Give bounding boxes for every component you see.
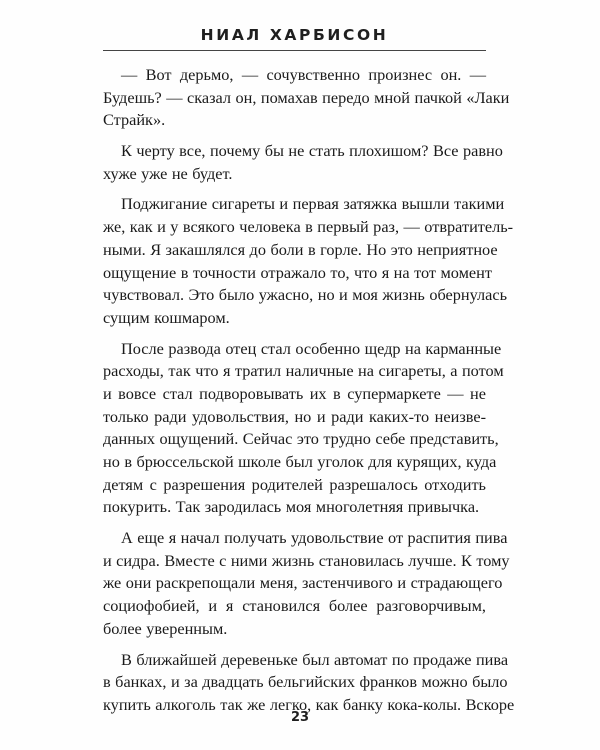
header-rule [103,50,486,51]
paragraph [103,527,510,640]
text-line: — Вот дерьмо, — сочувственно произнес он. — [121,65,486,84]
text-line: же, как и у всякого человека в первый раз, — отвратитель- [103,217,514,237]
paragraph [103,64,510,132]
text-line: ощущение в точности отражало то, что я на тот момент [103,262,492,282]
text-line: хуже уже не будет. [103,163,233,183]
text-line: К черту все, почему бы не стать плохишом? Все равно [121,141,503,161]
text-line: В ближайшей деревеньке был автомат по продаже пива [121,649,509,669]
text-line: Будешь? — сказал он, помахав передо мной пачкой «Лаки [103,87,510,107]
text-line: купить алкоголь так же легко, как банку кока-колы. Вскоре [103,694,515,714]
text-line: детям с разрешения родителей разрешалось отходить [103,474,486,494]
text-line: Поджигание сигареты и первая затяжка вышли такими [121,194,505,214]
text-line: но в брюссельской школе был уголок для курящих, куда [103,452,497,471]
text-line: данных ощущений. Сейчас это трудно себе представить, [103,429,499,449]
text-line: расходы, так что я тратил наличные на сигареты, а потом [103,361,504,381]
text-line: Страйк». [103,110,166,130]
text-line: и сидра. Вместе с ними жизнь становилась лучше. К тому [103,550,510,570]
running-head-title: НИАЛ ХАРБИСОН [200,26,389,44]
paragraph [103,338,504,520]
text-line: в банках, и за двадцать бельгийских франков можно было [103,672,508,692]
text-line: социофобией, и я становился более разговорчивым, [103,596,486,616]
paragraph [103,193,514,329]
paragraph [103,140,503,185]
text-line: А еще я начал получать удовольствие от распития пива [121,528,508,548]
page-number: 23 [290,710,310,725]
paragraph [103,649,515,717]
text-line: и вовсе стал подворовывать их в супермаркете — не [103,383,486,403]
text-line: более уверенным. [103,618,228,638]
text-line: только ради удовольствия, но и ради каких-то неизве- [103,406,486,426]
text-line: После развода отец стал особенно щедр на карманные [121,338,502,358]
text-line: покурить. Так зародилась моя многолетняя привычка. [103,497,480,517]
text-line: сущим кошмаром. [103,307,230,327]
text-line: ными. Я закашлялся до боли в горле. Но это неприятное [103,239,498,259]
body-text [103,64,515,725]
text-line: чувствовал. Это было ужасно, но и моя жизнь обернулась [103,285,508,305]
text-line: же они раскрепощали меня, застенчивого и страдающего [103,573,503,593]
